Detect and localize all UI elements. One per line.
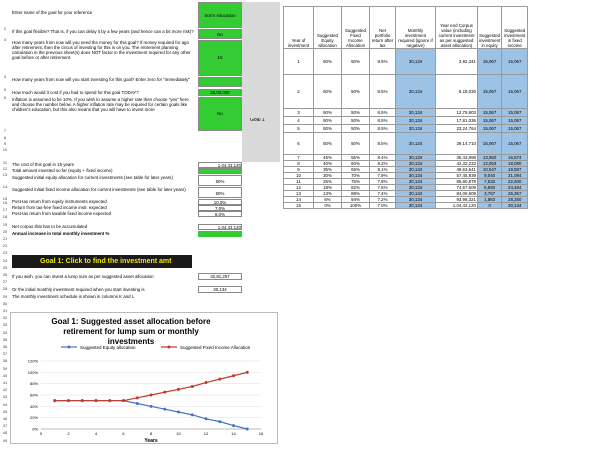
table-cell: 2 bbox=[284, 75, 314, 109]
table-cell: 1,04,43,120 bbox=[436, 203, 478, 209]
row-number: 15 bbox=[2, 196, 8, 201]
table-cell: 7.8% bbox=[370, 179, 396, 185]
table-cell: 30,134 bbox=[502, 203, 528, 209]
row-number: 48 bbox=[2, 430, 8, 436]
summary-net-corpus-value: 1,04,43,120 bbox=[198, 224, 242, 230]
table-cell: 93,98,321 bbox=[436, 197, 478, 203]
table-cell: 11 bbox=[284, 179, 314, 185]
table-header-cell: Suggested Fixed Income Allocation bbox=[342, 7, 370, 49]
x-tick-label: 0 bbox=[39, 431, 43, 436]
data-point bbox=[177, 411, 180, 414]
table-cell: 21,094 bbox=[502, 173, 528, 179]
y-tick-label: 80% bbox=[29, 381, 38, 387]
data-point bbox=[177, 388, 180, 391]
table-cell: 15,067 bbox=[478, 133, 502, 155]
x-tick-label: 10 bbox=[176, 431, 181, 436]
table-cell: 26,367 bbox=[502, 191, 528, 197]
table-cell: 55% bbox=[342, 155, 370, 161]
table-cell: 15,067 bbox=[478, 75, 502, 109]
summary-cost-value: 1,04,43,120 bbox=[198, 162, 242, 168]
row-number: 31 bbox=[2, 308, 8, 313]
row-number: 36 bbox=[2, 344, 8, 349]
table-cell: 30,134 bbox=[396, 125, 436, 133]
row-number: 6 bbox=[3, 95, 7, 100]
table-cell: 15,067 bbox=[478, 109, 502, 117]
legend-marker bbox=[168, 346, 171, 349]
table-cell: 3,92,341 bbox=[436, 49, 478, 75]
table-cell: 23,24,764 bbox=[436, 125, 478, 133]
summary-equity-alloc: Suggested initial equity allocation for current investments (see table for later years) bbox=[12, 175, 173, 180]
table-row bbox=[284, 75, 528, 109]
table-cell: 12,79,903 bbox=[436, 109, 478, 117]
table-cell: 8.5% bbox=[370, 49, 396, 75]
table-header-cell: Suggested investment in equity bbox=[478, 7, 502, 49]
table-cell: 84,06,509 bbox=[436, 191, 478, 197]
table-header-cell: Year end Corpus value (including current investment as per suggested asset allocation) bbox=[436, 7, 478, 49]
data-point bbox=[122, 399, 125, 402]
row-number: 44 bbox=[2, 401, 8, 407]
table-cell: 30,134 bbox=[396, 75, 436, 109]
summary-invested-input[interactable] bbox=[198, 168, 242, 174]
legend-label: Suggested Equity allocation bbox=[80, 345, 136, 350]
data-point bbox=[246, 371, 249, 374]
table-cell: 8.1% bbox=[370, 167, 396, 173]
table-cell: 8.5% bbox=[370, 125, 396, 133]
table-cell: 50% bbox=[342, 109, 370, 117]
table-cell: 30,134 bbox=[396, 179, 436, 185]
table-row bbox=[284, 117, 528, 125]
question-years-needed: How many years from now will you need the money for this goal? If money required for ago after retirement, then the circus of investing for this is on you. The retirement planning calculation in the previous sheet(s) does NOT factor in the investment required for any other goal before or after retirement. bbox=[12, 40, 191, 60]
table-cell: 7.2% bbox=[370, 197, 396, 203]
annual-increase-input[interactable] bbox=[198, 231, 242, 237]
table-cell: 30,134 bbox=[396, 117, 436, 125]
summary-invested: Total amount invested so far (equity + fixed income) bbox=[12, 168, 113, 173]
table-cell: 15,067 bbox=[502, 133, 528, 155]
x-tick-label: 8 bbox=[149, 431, 153, 436]
table-cell: 22,600 bbox=[502, 179, 528, 185]
table-cell: 24,484 bbox=[502, 185, 528, 191]
table-cell: 57,45,939 bbox=[436, 173, 478, 179]
table-row bbox=[284, 49, 528, 75]
table-cell: 94% bbox=[342, 197, 370, 203]
row-number: 28 bbox=[2, 286, 8, 292]
row-number: 41 bbox=[2, 380, 8, 385]
row-number: 7 bbox=[3, 128, 7, 133]
table-row bbox=[284, 125, 528, 133]
table-cell: 12 bbox=[284, 185, 314, 191]
investment-table bbox=[283, 6, 528, 209]
data-point bbox=[232, 424, 235, 427]
data-point bbox=[191, 413, 194, 416]
table-cell: 15,067 bbox=[502, 75, 528, 109]
table-cell: 35,43,898 bbox=[436, 155, 478, 161]
inflation-input[interactable]: No bbox=[198, 97, 242, 131]
row-number: 32 bbox=[2, 315, 8, 321]
row-number: 29 bbox=[2, 293, 8, 299]
question-start-years: How many years from now will you start investing for this goal? Enter zero for "immediately" bbox=[12, 77, 190, 82]
summary-net-corpus: Net corpus that has to be accumulated bbox=[12, 224, 88, 229]
row-number: 45 bbox=[2, 408, 8, 414]
data-point bbox=[205, 417, 208, 420]
table-cell: 7.4% bbox=[370, 191, 396, 197]
row-number: 20 bbox=[2, 228, 8, 234]
table-cell: 25% bbox=[314, 179, 342, 185]
table-cell: 30,134 bbox=[396, 167, 436, 173]
table-cell: 8.5% bbox=[370, 133, 396, 155]
row-number: 10 bbox=[2, 147, 8, 152]
table-cell: 50% bbox=[342, 125, 370, 133]
monthly-value: 30,134 bbox=[198, 286, 242, 293]
table-cell: 17,81,036 bbox=[436, 117, 478, 125]
monthly-text: Or the initial monthly investment required when you start investing is bbox=[12, 287, 145, 292]
y-tick-label: 60% bbox=[29, 392, 38, 398]
table-cell: 35% bbox=[314, 167, 342, 173]
table-cell: 30,134 bbox=[396, 155, 436, 161]
table-cell: 15,067 bbox=[478, 125, 502, 133]
table-cell: 12,053 bbox=[478, 161, 502, 167]
table-body bbox=[284, 49, 528, 209]
row-number: 19 bbox=[2, 221, 8, 227]
table-cell: 30,134 bbox=[396, 49, 436, 75]
goal-name-prompt: Enter name of the goal for your reference bbox=[12, 10, 93, 15]
chart-svg bbox=[11, 313, 279, 445]
find-investment-button[interactable] bbox=[12, 255, 192, 268]
table-cell: 50% bbox=[342, 117, 370, 125]
data-point bbox=[67, 399, 70, 402]
table-cell: 75% bbox=[342, 179, 370, 185]
table-cell: 1 bbox=[284, 49, 314, 75]
table-cell: 15 bbox=[284, 203, 314, 209]
question-cost-today: How much would it cost if you had to spend for this goal TODAY? bbox=[12, 90, 139, 95]
table-cell: 15,067 bbox=[478, 117, 502, 125]
data-point bbox=[191, 385, 194, 388]
table-cell: 50% bbox=[314, 75, 342, 109]
table-cell: 6% bbox=[314, 197, 342, 203]
row-number: 24 bbox=[2, 257, 8, 263]
table-cell: 30,134 bbox=[396, 191, 436, 197]
row-number: 33 bbox=[2, 322, 8, 328]
table-cell: 49,63,641 bbox=[436, 167, 478, 173]
row-number: 40 bbox=[2, 372, 8, 378]
table-cell: 13% bbox=[314, 191, 342, 197]
start-years-input[interactable] bbox=[198, 77, 242, 87]
table-cell: 15,067 bbox=[502, 117, 528, 125]
monthly-note: The monthly investment schedule is shown in columns K and L bbox=[12, 294, 135, 299]
cost-today-input[interactable]: 25,00,000 bbox=[198, 89, 242, 96]
table-cell: 65,80,878 bbox=[436, 179, 478, 185]
row-number: 14 bbox=[2, 184, 8, 189]
table-row bbox=[284, 109, 528, 117]
table-cell: 7 bbox=[284, 155, 314, 161]
table-cell: 7.6% bbox=[370, 185, 396, 191]
row-number: 9 bbox=[3, 141, 7, 146]
table-cell: 19,587 bbox=[502, 167, 528, 173]
x-axis-label: Years bbox=[144, 438, 158, 444]
row-number: 21 bbox=[2, 236, 8, 241]
table-cell: 30,134 bbox=[396, 203, 436, 209]
row-number: 30 bbox=[2, 300, 8, 306]
question-flexible: If this goal flexible? That is, if you can delay it by a few years (and hence can a bit more risk)? bbox=[12, 29, 194, 34]
x-tick-label: 16 bbox=[258, 431, 264, 436]
goal-label: Goal 1 bbox=[250, 118, 265, 123]
table-cell: 15,067 bbox=[502, 125, 528, 133]
row-number: 47 bbox=[2, 423, 8, 429]
data-point bbox=[136, 396, 139, 399]
chart-title: Goal 1: Suggested asset allocation before retirement for lump sum or monthly investments bbox=[51, 317, 211, 346]
row-number: 23 bbox=[2, 250, 8, 256]
y-tick-label: 0% bbox=[32, 426, 38, 432]
row-number: 49 bbox=[2, 437, 8, 443]
table-cell: 8.5% bbox=[370, 109, 396, 117]
x-tick-label: 6 bbox=[122, 431, 125, 436]
row-number: 12 bbox=[2, 166, 8, 171]
table-cell: 10 bbox=[284, 173, 314, 179]
row-number: 42 bbox=[2, 387, 8, 393]
summary-equity-alloc-value: 50% bbox=[198, 175, 242, 186]
table-cell: 7.9% bbox=[370, 173, 396, 179]
data-point bbox=[218, 378, 221, 381]
table-cell: 4 bbox=[284, 117, 314, 125]
table-header bbox=[284, 7, 528, 49]
row-number: 13 bbox=[2, 172, 8, 177]
table-cell: 18,080 bbox=[502, 161, 528, 167]
table-cell: 28,250 bbox=[502, 197, 528, 203]
table-cell: 1,883 bbox=[478, 197, 502, 203]
table-cell: 29,14,710 bbox=[436, 133, 478, 155]
y-tick-label: 20% bbox=[29, 415, 38, 421]
table-cell: 50% bbox=[314, 117, 342, 125]
table-cell: 60% bbox=[342, 161, 370, 167]
table-header-cell: Year of investment bbox=[284, 7, 314, 49]
data-point bbox=[246, 428, 249, 431]
summary-fixed-alloc-value: 50% bbox=[198, 187, 242, 198]
row-number: 4 bbox=[3, 74, 7, 79]
summary-annual-increase: Annual increase in total monthly investment % bbox=[12, 231, 110, 236]
row-number: 5 bbox=[3, 87, 7, 92]
table-cell: 7,533 bbox=[478, 179, 502, 185]
table-cell: 50% bbox=[342, 133, 370, 155]
table-cell: 8.4% bbox=[370, 155, 396, 161]
table-cell: 18% bbox=[314, 185, 342, 191]
table-cell: 9 bbox=[284, 167, 314, 173]
data-point bbox=[205, 381, 208, 384]
table-cell: 5,650 bbox=[478, 185, 502, 191]
table-cell: 50% bbox=[314, 49, 342, 75]
table-cell: 8.5% bbox=[370, 75, 396, 109]
table-cell: 8 bbox=[284, 161, 314, 167]
summary-equity-return: Post-tax return from equity instruments expected bbox=[12, 199, 107, 204]
summary-taxfree-return: Return from tax-free fixed income instr. expected bbox=[12, 205, 107, 210]
summary-equity-return-value: 10.0% bbox=[198, 199, 242, 205]
table-cell: 0 bbox=[478, 203, 502, 209]
table-cell: 74,67,509 bbox=[436, 185, 478, 191]
data-point bbox=[108, 399, 111, 402]
find-investment-label: Goal 1: Click to find the investment amt bbox=[40, 258, 172, 265]
table-cell: 7.0% bbox=[370, 203, 396, 209]
goal-name-input[interactable]: Son's education bbox=[198, 2, 242, 28]
data-point bbox=[150, 405, 153, 408]
summary-taxfree-return-value: 7.0% bbox=[198, 205, 242, 211]
question-inflation: Inflation is assumed to be 10%. If you wish to assume a higher rate then choose "yes" here and choose the number below. A higher inflation rate may be required for certain goals like children's education, but this also means that you will have to invest more bbox=[12, 97, 189, 112]
row-number: 35 bbox=[2, 336, 8, 342]
row-number: 43 bbox=[2, 394, 8, 400]
table-cell: 8.5% bbox=[370, 117, 396, 125]
table-cell: 42,32,233 bbox=[436, 161, 478, 167]
row-number: 46 bbox=[2, 416, 8, 421]
summary-taxable-return: Post-tax return from taxable fixed income expected bbox=[12, 211, 112, 216]
data-point bbox=[218, 420, 221, 423]
row-number: 16 bbox=[2, 200, 8, 205]
table-cell: 13 bbox=[284, 191, 314, 197]
row-number: 8 bbox=[3, 135, 7, 140]
table-cell: 16,574 bbox=[502, 155, 528, 161]
table-header-cell: Monthly investment required (ignore if negative) bbox=[396, 7, 436, 49]
table-cell: 8.2% bbox=[370, 161, 396, 167]
row-number: 39 bbox=[2, 365, 8, 371]
table-cell: 30,134 bbox=[396, 185, 436, 191]
row-number: 34 bbox=[2, 329, 8, 335]
x-tick-label: 4 bbox=[94, 431, 98, 436]
table-cell: 6 bbox=[284, 133, 314, 155]
data-point bbox=[163, 408, 166, 411]
row-number: 22 bbox=[2, 243, 8, 249]
data-point bbox=[53, 399, 56, 402]
data-point bbox=[150, 394, 153, 397]
table-cell: 15,067 bbox=[502, 109, 528, 117]
summary-taxable-return-value: 8.0% bbox=[198, 211, 242, 217]
data-point bbox=[81, 399, 84, 402]
data-point bbox=[136, 402, 139, 405]
table-cell: 8,18,030 bbox=[436, 75, 478, 109]
x-tick-label: 14 bbox=[231, 431, 236, 436]
table-cell: 14 bbox=[284, 197, 314, 203]
table-cell: 15,067 bbox=[478, 49, 502, 75]
table-cell: 100% bbox=[342, 203, 370, 209]
data-point bbox=[163, 391, 166, 394]
table-cell: 82% bbox=[342, 185, 370, 191]
table-cell: 70% bbox=[342, 173, 370, 179]
table-cell: 30,134 bbox=[396, 109, 436, 117]
row-number: 26 bbox=[2, 272, 8, 277]
table-cell: 45% bbox=[314, 155, 342, 161]
row-number: 38 bbox=[2, 358, 8, 364]
table-cell: 65% bbox=[342, 167, 370, 173]
table-cell: 30,134 bbox=[396, 197, 436, 203]
row-number: 17 bbox=[2, 207, 8, 213]
goal-sidebar-shade bbox=[242, 2, 280, 162]
y-tick-label: 120% bbox=[27, 358, 38, 364]
table-cell: 0% bbox=[314, 203, 342, 209]
legend-marker bbox=[68, 346, 71, 349]
table-cell: 13,560 bbox=[478, 155, 502, 161]
table-header-cell: Suggested investment in fixed income bbox=[502, 7, 528, 49]
table-cell: 15,067 bbox=[502, 49, 528, 75]
x-tick-label: 12 bbox=[203, 431, 209, 436]
table-cell: 50% bbox=[342, 49, 370, 75]
table-cell: 50% bbox=[342, 75, 370, 109]
data-point bbox=[95, 399, 98, 402]
lumpsum-value: 32,81,257 bbox=[198, 273, 242, 280]
allocation-chart bbox=[10, 312, 278, 444]
row-number: 25 bbox=[2, 264, 8, 270]
row-number: 27 bbox=[2, 279, 8, 285]
summary-cost: The cost of this goal in 15 years bbox=[12, 162, 74, 167]
row-number: 2 bbox=[3, 26, 7, 31]
table-cell: 5 bbox=[284, 125, 314, 133]
table-header-cell: Suggested Equity allocation bbox=[314, 7, 342, 49]
table-cell: 9,040 bbox=[478, 173, 502, 179]
data-point bbox=[232, 374, 235, 377]
lumpsum-text: If you wish, you can invest a lump sum as per suggested asset allocation bbox=[12, 274, 154, 279]
table-cell: 30% bbox=[314, 173, 342, 179]
table-row bbox=[284, 133, 528, 155]
table-cell: 30,134 bbox=[396, 173, 436, 179]
table-header-cell: Net portfolio return after tax bbox=[370, 7, 396, 49]
table-cell: 10,547 bbox=[478, 167, 502, 173]
table-cell: 50% bbox=[314, 125, 342, 133]
table-row bbox=[284, 203, 528, 209]
table-cell: 30,134 bbox=[396, 133, 436, 155]
table-cell: 88% bbox=[342, 191, 370, 197]
flexible-input[interactable]: No bbox=[198, 29, 242, 39]
y-tick-label: 40% bbox=[29, 403, 38, 409]
x-tick-label: 2 bbox=[67, 431, 70, 436]
legend-label: Suggested Fixed Income Allocation bbox=[180, 345, 251, 350]
table-cell: 40% bbox=[314, 161, 342, 167]
years-needed-input[interactable]: 15 bbox=[198, 40, 242, 76]
row-number: 11 bbox=[2, 160, 8, 165]
row-number: 37 bbox=[2, 351, 8, 357]
table-cell: 50% bbox=[314, 133, 342, 155]
row-number: 3 bbox=[3, 37, 7, 42]
table-cell: 3 bbox=[284, 109, 314, 117]
table-cell: 3,767 bbox=[478, 191, 502, 197]
row-number: 18 bbox=[2, 214, 8, 220]
y-tick-label: 100% bbox=[27, 369, 38, 375]
summary-fixed-alloc: Suggested initial fixed income allocation for current investments (see table for later years) bbox=[12, 187, 186, 192]
table-cell: 50% bbox=[314, 109, 342, 117]
table-cell: 30,134 bbox=[396, 161, 436, 167]
